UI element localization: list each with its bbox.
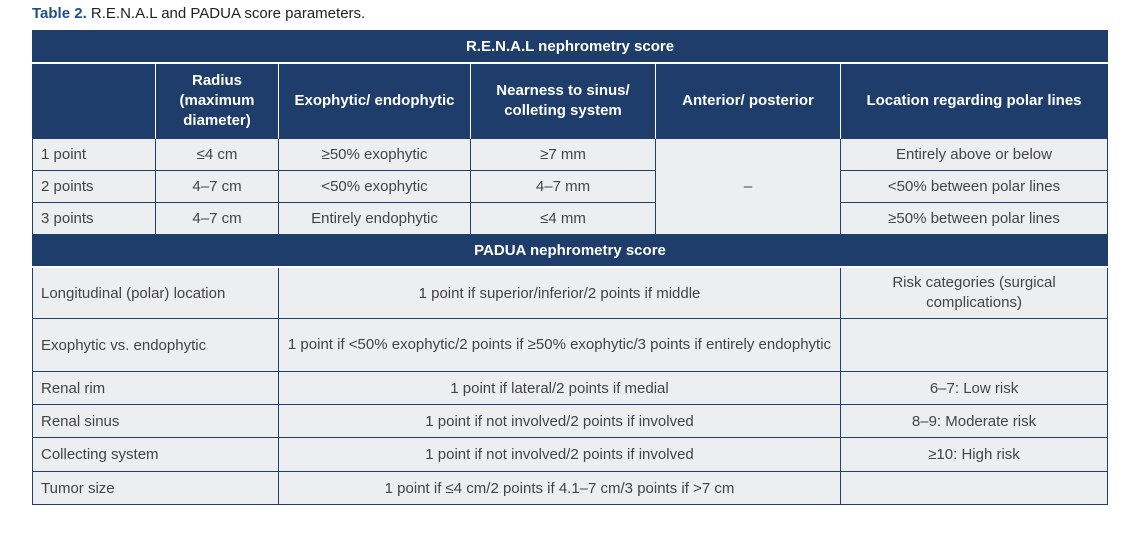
renal-row-label: 1 point bbox=[33, 139, 156, 171]
padua-title-row bbox=[33, 235, 1108, 268]
padua-risk-cell bbox=[841, 472, 1108, 505]
renal-radius-cell: 4–7 cm bbox=[156, 171, 279, 203]
renal-nearness-cell: 4–7 mm bbox=[471, 171, 656, 203]
padua-points-cell: 1 point if not involved/2 points if involved bbox=[279, 405, 841, 438]
table-row bbox=[33, 203, 1108, 235]
padua-param-cell: Renal sinus bbox=[33, 405, 279, 438]
table-row bbox=[33, 319, 1108, 372]
padua-risk-cell: ≥10: High risk bbox=[841, 438, 1108, 472]
renal-header-row bbox=[33, 63, 1108, 139]
table-caption bbox=[32, 5, 365, 22]
padua-points-cell: 1 point if not involved/2 points if involved bbox=[279, 438, 841, 472]
padua-title: PADUA nephrometry score bbox=[33, 235, 1108, 268]
renal-anterior-cell: – bbox=[656, 139, 841, 235]
renal-radius-cell: ≤4 cm bbox=[156, 139, 279, 171]
renal-nearness-cell: ≤4 mm bbox=[471, 203, 656, 235]
padua-risk-cell: 6–7: Low risk bbox=[841, 372, 1108, 405]
table-row bbox=[33, 139, 1108, 171]
padua-param-cell: Collecting system bbox=[33, 438, 279, 472]
caption-label: Table 2. bbox=[32, 5, 87, 22]
padua-param-cell: Exophytic vs. endophytic bbox=[33, 319, 279, 372]
renal-exophytic-cell: Entirely endophytic bbox=[279, 203, 471, 235]
renal-exophytic-cell: <50% exophytic bbox=[279, 171, 471, 203]
padua-param-cell: Longitudinal (polar) location bbox=[33, 267, 279, 319]
padua-points-cell: 1 point if <50% exophytic/2 points if ≥50% exophytic/3 points if entirely endophytic bbox=[279, 319, 841, 372]
renal-location-cell: Entirely above or below bbox=[841, 139, 1108, 171]
table-row bbox=[33, 171, 1108, 203]
padua-param-cell: Renal rim bbox=[33, 372, 279, 405]
padua-points-cell: 1 point if ≤4 cm/2 points if 4.1–7 cm/3 points if >7 cm bbox=[279, 472, 841, 505]
padua-risk-cell: 8–9: Moderate risk bbox=[841, 405, 1108, 438]
table-row bbox=[33, 372, 1108, 405]
table-row bbox=[33, 405, 1108, 438]
header-nearness: Nearness to sinus/ colleting system bbox=[471, 63, 656, 139]
header-radius: Radius (maximum diameter) bbox=[156, 63, 279, 139]
padua-risk-cell bbox=[841, 319, 1108, 372]
header-anterior: Anterior/ posterior bbox=[656, 63, 841, 139]
renal-title-row bbox=[33, 31, 1108, 64]
table-row bbox=[33, 438, 1108, 472]
renal-title: R.E.N.A.L nephrometry score bbox=[33, 31, 1108, 64]
padua-points-cell: 1 point if superior/inferior/2 points if middle bbox=[279, 267, 841, 319]
renal-location-cell: <50% between polar lines bbox=[841, 171, 1108, 203]
caption-text: R.E.N.A.L and PADUA score parameters. bbox=[86, 5, 366, 22]
renal-radius-cell: 4–7 cm bbox=[156, 203, 279, 235]
renal-location-cell: ≥50% between polar lines bbox=[841, 203, 1108, 235]
header-exophytic: Exophytic/ endophytic bbox=[279, 63, 471, 139]
header-location: Location regarding polar lines bbox=[841, 63, 1108, 139]
header-empty bbox=[33, 63, 156, 139]
renal-row-label: 2 points bbox=[33, 171, 156, 203]
renal-nearness-cell: ≥7 mm bbox=[471, 139, 656, 171]
table-row bbox=[33, 472, 1108, 505]
padua-risk-cell: Risk categories (surgical complications) bbox=[841, 267, 1108, 319]
renal-row-label: 3 points bbox=[33, 203, 156, 235]
table-row bbox=[33, 267, 1108, 319]
padua-points-cell: 1 point if lateral/2 points if medial bbox=[279, 372, 841, 405]
renal-exophytic-cell: ≥50% exophytic bbox=[279, 139, 471, 171]
score-table bbox=[32, 30, 1108, 505]
padua-param-cell: Tumor size bbox=[33, 472, 279, 505]
